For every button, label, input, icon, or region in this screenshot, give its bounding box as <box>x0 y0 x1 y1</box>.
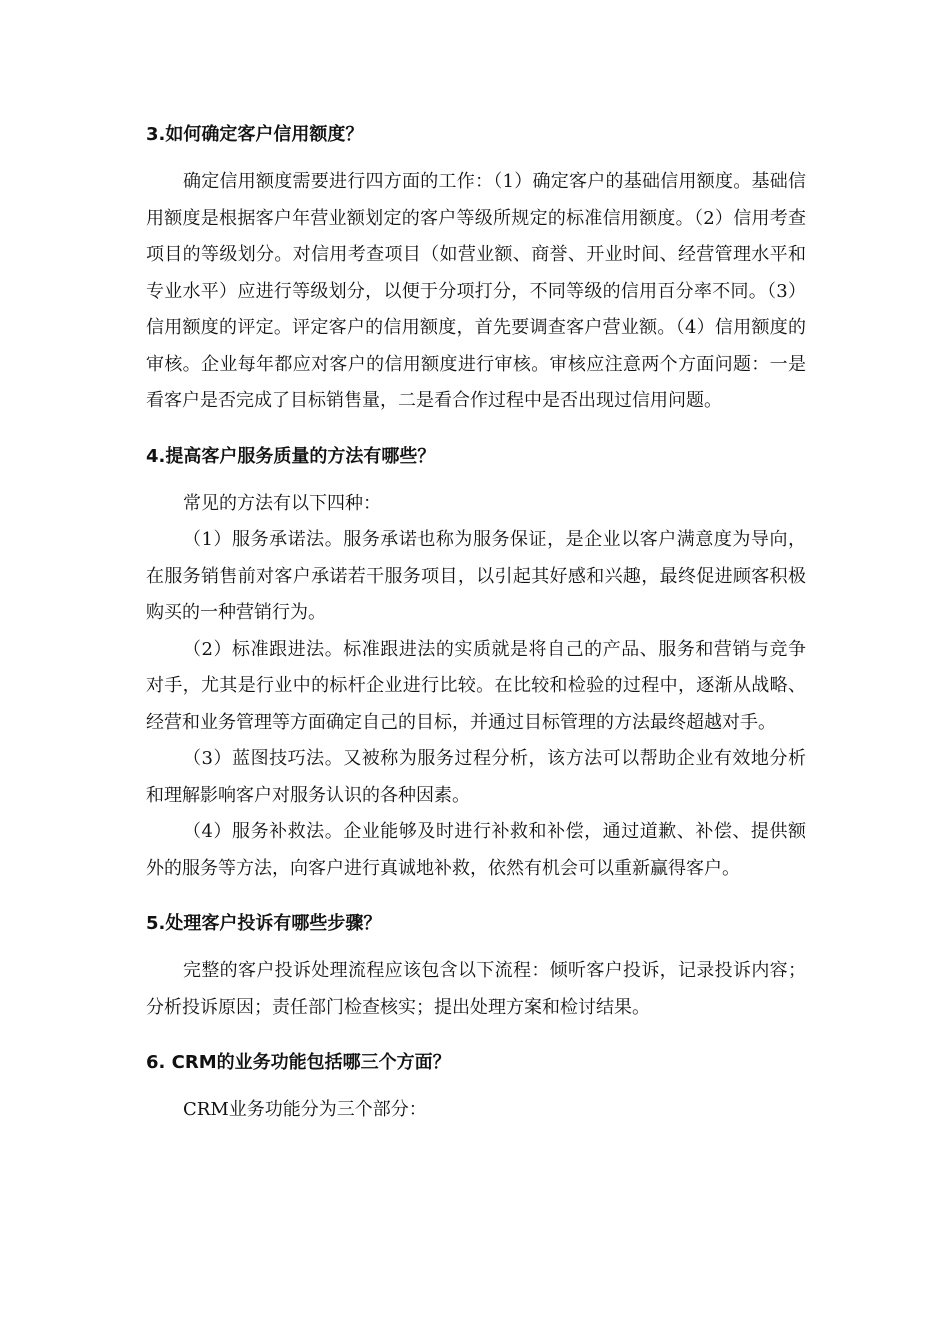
section-service-quality <box>146 444 806 888</box>
paragraph: CRM业务功能分为三个部分： <box>183 1099 427 1120</box>
paragraph: （1）服务承诺法。服务承诺也称为服务保证，是企业以客户满意度为导向，在服务销售前对客户承诺若干服务项目，以引起其好感和兴趣，最终促进顾客积极购买的一种营销行为。 <box>146 529 806 623</box>
section-heading: 4.提高客户服务质量的方法有哪些？ <box>146 445 436 467</box>
section-complaint-steps <box>146 911 806 1026</box>
section-heading: 6. CRM的业务功能包括哪三个方面？ <box>146 1052 451 1073</box>
paragraph: 常见的方法有以下四种： <box>183 492 381 514</box>
section-heading: 5.处理客户投诉有哪些步骤？ <box>146 913 382 934</box>
paragraph: （2）标准跟进法。标准跟进法的实质就是将自己的产品、服务和营销与竞争对手，尤其是行业中的标杆企业进行比较。在比较和检验的过程中，逐渐从战略、经营和业务管理等方面确定自己的目标，并通过目标管理的方法最终超越对手。 <box>146 638 806 733</box>
section-heading: 3.如何确定客户信用额度？ <box>146 124 364 145</box>
section-credit-limit <box>146 122 806 420</box>
paragraph: （4）服务补救法。企业能够及时进行补救和补偿，通过道歉、补偿、提供额外的服务等方法，向客户进行真诚地补救，依然有机会可以重新赢得客户。 <box>146 821 806 879</box>
paragraph: （3）蓝图技巧法。又被称为服务过程分析，该方法可以帮助企业有效地分析和理解影响客户对服务认识的各种因素。 <box>146 748 806 806</box>
document-page <box>146 122 806 1129</box>
section-crm-functions <box>146 1050 806 1129</box>
paragraph: 完整的客户投诉处理流程应该包含以下流程：倾听客户投诉，记录投诉内容；分析投诉原因；责任部门检查核实；提出处理方案和检讨结果。 <box>146 960 806 1018</box>
paragraph: 确定信用额度需要进行四方面的工作：（1）确定客户的基础信用额度。基础信用额度是根据客户年营业额划定的客户等级所规定的标准信用额度。（2）信用考查项目的等级划分。对信用考查项目（如营业额、商誉、开业时间、经营管理水平和专业水平）应进行等级划分，以便于分项打分，不同等级的信用百分率不同。（3）信用额度的评定。评定客户的信用额度，首先要调查客户营业额。（4）信用额度的审核。企业每年都应对客户的信用额度进行审核。审核应注意两个方面问题：一是看客户是否完成了目标销售量，二是看合作过程中是否出现过信用问题。 <box>146 171 806 411</box>
